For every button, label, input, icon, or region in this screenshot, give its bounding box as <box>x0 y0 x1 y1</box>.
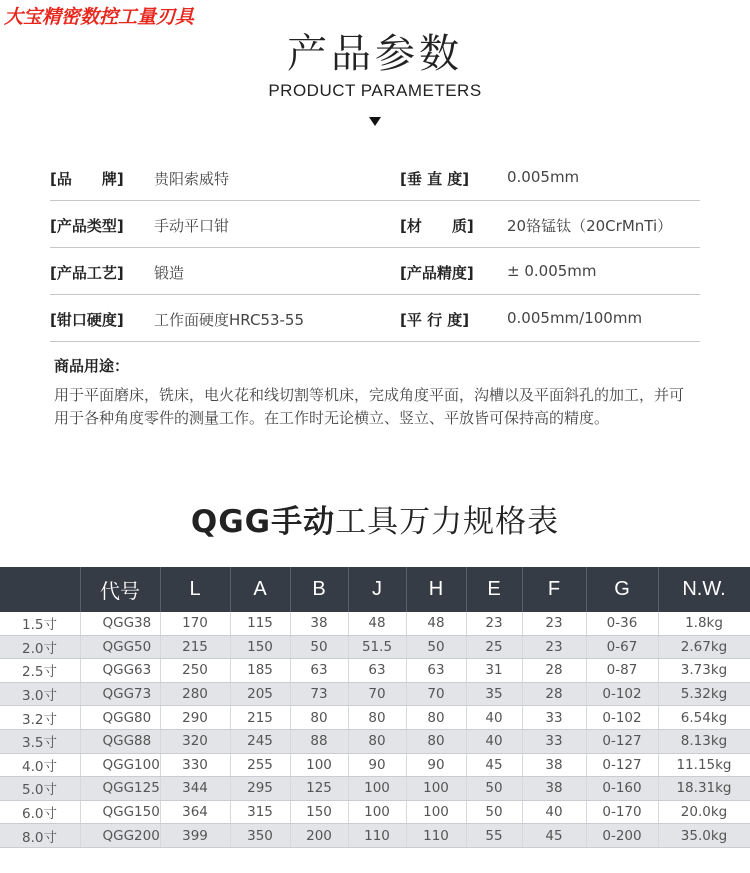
table-cell: 11.15kg <box>658 753 750 777</box>
table-cell: 150 <box>290 800 348 824</box>
table-cell: 205 <box>230 682 290 706</box>
table-cell: 6.54kg <box>658 706 750 730</box>
spec-header-cell: E <box>466 567 522 612</box>
table-row <box>0 800 750 824</box>
table-cell: 25 <box>466 635 522 659</box>
spec-title-bold: QGG手动 <box>190 504 336 540</box>
table-cell: 200 <box>290 824 348 848</box>
param-row <box>50 158 700 201</box>
table-cell: 35.0kg <box>658 824 750 848</box>
usage-title: 商品用途： <box>54 357 130 375</box>
param-value: 工作面硬度HRC53-55 <box>154 311 305 329</box>
page-subtitle: PRODUCT PARAMETERS <box>268 81 482 100</box>
table-cell: 80 <box>406 706 466 730</box>
table-cell: QGG100 <box>80 753 160 777</box>
table-cell: 330 <box>160 753 230 777</box>
table-cell: 80 <box>348 729 406 753</box>
table-cell: 50 <box>466 800 522 824</box>
param-label: [产品精度] <box>400 264 474 282</box>
table-row <box>0 777 750 801</box>
param-row <box>50 252 700 295</box>
watermark: 大宝精密数控工量刃具 <box>4 6 195 28</box>
table-cell: 40 <box>466 729 522 753</box>
table-cell: 100 <box>290 753 348 777</box>
table-row <box>0 753 750 777</box>
table-cell: 40 <box>522 800 586 824</box>
table-cell: QGG150 <box>80 800 160 824</box>
table-cell: 245 <box>230 729 290 753</box>
table-cell: 250 <box>160 659 230 683</box>
table-row <box>0 612 750 635</box>
table-cell: 90 <box>406 753 466 777</box>
table-row <box>0 706 750 730</box>
table-cell: 63 <box>290 659 348 683</box>
table-cell: 28 <box>522 682 586 706</box>
table-cell: 2.5寸 <box>0 659 80 683</box>
table-cell: 38 <box>522 753 586 777</box>
table-cell: QGG88 <box>80 729 160 753</box>
table-cell: 100 <box>406 800 466 824</box>
table-cell: 5.32kg <box>658 682 750 706</box>
table-cell: 33 <box>522 706 586 730</box>
table-cell: 150 <box>230 635 290 659</box>
param-label: [材 质] <box>400 217 474 235</box>
table-cell: 3.5寸 <box>0 729 80 753</box>
table-cell: QGG125 <box>80 777 160 801</box>
spec-header-cell: B <box>290 567 348 612</box>
table-cell: QGG80 <box>80 706 160 730</box>
table-cell: 48 <box>348 612 406 635</box>
param-value: ± 0.005mm <box>507 262 597 280</box>
table-cell: 344 <box>160 777 230 801</box>
table-cell: 100 <box>406 777 466 801</box>
table-cell: 290 <box>160 706 230 730</box>
table-cell: 38 <box>290 612 348 635</box>
table-cell: 1.8kg <box>658 612 750 635</box>
table-cell: 23 <box>522 612 586 635</box>
table-cell: 6.0寸 <box>0 800 80 824</box>
table-cell: 33 <box>522 729 586 753</box>
table-cell: 70 <box>406 682 466 706</box>
spec-header-cell: G <box>586 567 658 612</box>
spec-title <box>0 496 750 541</box>
param-value: 贵阳索威特 <box>154 170 230 188</box>
table-cell: 3.2寸 <box>0 706 80 730</box>
spec-header-cell: A <box>230 567 290 612</box>
table-cell: 0-170 <box>586 800 658 824</box>
table-cell: 20.0kg <box>658 800 750 824</box>
table-cell: 295 <box>230 777 290 801</box>
param-value: 20铬锰钛（20CrMnTi） <box>507 217 673 235</box>
table-cell: 50 <box>406 635 466 659</box>
spec-table <box>0 567 750 848</box>
table-row <box>0 659 750 683</box>
param-label: [产品工艺] <box>50 264 124 282</box>
table-cell: QGG50 <box>80 635 160 659</box>
param-value: 手动平口钳 <box>154 217 230 235</box>
table-cell: 55 <box>466 824 522 848</box>
table-row <box>0 824 750 848</box>
table-cell: QGG73 <box>80 682 160 706</box>
spec-title-rest: 工具万力规格表 <box>335 504 560 540</box>
table-cell: 23 <box>466 612 522 635</box>
table-cell: 315 <box>230 800 290 824</box>
table-cell: 63 <box>406 659 466 683</box>
table-row <box>0 729 750 753</box>
table-cell: 2.67kg <box>658 635 750 659</box>
table-cell: 51.5 <box>348 635 406 659</box>
table-cell: 38 <box>522 777 586 801</box>
table-cell: 3.73kg <box>658 659 750 683</box>
table-cell: 63 <box>348 659 406 683</box>
spec-header-cell: L <box>160 567 230 612</box>
param-value: 0.005mm/100mm <box>507 309 643 327</box>
table-cell: 0-127 <box>586 753 658 777</box>
spec-header-cell: F <box>522 567 586 612</box>
table-cell: 125 <box>290 777 348 801</box>
table-cell: 215 <box>230 706 290 730</box>
table-cell: 350 <box>230 824 290 848</box>
table-cell: 110 <box>406 824 466 848</box>
table-cell: 0-67 <box>586 635 658 659</box>
table-cell: 1.5寸 <box>0 612 80 635</box>
table-cell: 8.0寸 <box>0 824 80 848</box>
page-title: 产品参数 <box>287 31 463 77</box>
table-cell: 100 <box>348 777 406 801</box>
table-cell: QGG38 <box>80 612 160 635</box>
spec-header-cell: N.W. <box>658 567 750 612</box>
table-cell: 80 <box>406 729 466 753</box>
usage-text: 用于平面磨床，铣床，电火花和线切割等机床，完成角度平面，沟槽以及平面斜孔的加工，并可用于各种角度零件的测量工作。在工作时无论横立、竖立、平放皆可保持高的精度。 <box>54 386 685 427</box>
table-cell: 399 <box>160 824 230 848</box>
table-cell: 3.0寸 <box>0 682 80 706</box>
table-cell: 170 <box>160 612 230 635</box>
table-cell: 88 <box>290 729 348 753</box>
table-cell: 280 <box>160 682 230 706</box>
table-cell: 0-36 <box>586 612 658 635</box>
table-cell: 115 <box>230 612 290 635</box>
table-cell: 110 <box>348 824 406 848</box>
table-cell: 35 <box>466 682 522 706</box>
spec-header-cell: H <box>406 567 466 612</box>
table-cell: 0-102 <box>586 682 658 706</box>
table-cell: 364 <box>160 800 230 824</box>
down-arrow-icon <box>369 117 381 126</box>
table-cell: 80 <box>348 706 406 730</box>
param-row <box>50 205 700 248</box>
table-cell: QGG63 <box>80 659 160 683</box>
spec-header-row <box>0 567 750 612</box>
param-label: [产品类型] <box>50 217 124 235</box>
spec-header-cell <box>0 567 80 612</box>
param-row <box>50 299 700 342</box>
param-label: [品 牌] <box>50 170 124 188</box>
param-value: 锻造 <box>154 264 185 282</box>
table-cell: 5.0寸 <box>0 777 80 801</box>
table-cell: 50 <box>466 777 522 801</box>
table-cell: 73 <box>290 682 348 706</box>
table-cell: 0-160 <box>586 777 658 801</box>
spec-header-cell: J <box>348 567 406 612</box>
param-label: [垂 直 度] <box>400 170 470 188</box>
table-cell: 100 <box>348 800 406 824</box>
param-value: 0.005mm <box>507 168 580 186</box>
table-cell: 215 <box>160 635 230 659</box>
table-cell: 4.0寸 <box>0 753 80 777</box>
param-label: [平 行 度] <box>400 311 470 329</box>
table-cell: 40 <box>466 706 522 730</box>
table-cell: 2.0寸 <box>0 635 80 659</box>
table-cell: 70 <box>348 682 406 706</box>
table-cell: 0-127 <box>586 729 658 753</box>
table-cell: 31 <box>466 659 522 683</box>
table-cell: 0-87 <box>586 659 658 683</box>
table-cell: 8.13kg <box>658 729 750 753</box>
table-cell: 185 <box>230 659 290 683</box>
table-cell: 45 <box>522 824 586 848</box>
table-cell: 90 <box>348 753 406 777</box>
table-cell: 45 <box>466 753 522 777</box>
table-cell: 320 <box>160 729 230 753</box>
table-cell: 28 <box>522 659 586 683</box>
param-label: [钳口硬度] <box>50 311 124 329</box>
spec-header-cell: 代号 <box>80 567 160 612</box>
table-row <box>0 682 750 706</box>
table-cell: 23 <box>522 635 586 659</box>
table-cell: 0-200 <box>586 824 658 848</box>
table-cell: QGG200 <box>80 824 160 848</box>
table-cell: 48 <box>406 612 466 635</box>
table-cell: 255 <box>230 753 290 777</box>
table-cell: 50 <box>290 635 348 659</box>
table-cell: 18.31kg <box>658 777 750 801</box>
table-row <box>0 635 750 659</box>
table-cell: 80 <box>290 706 348 730</box>
table-cell: 0-102 <box>586 706 658 730</box>
